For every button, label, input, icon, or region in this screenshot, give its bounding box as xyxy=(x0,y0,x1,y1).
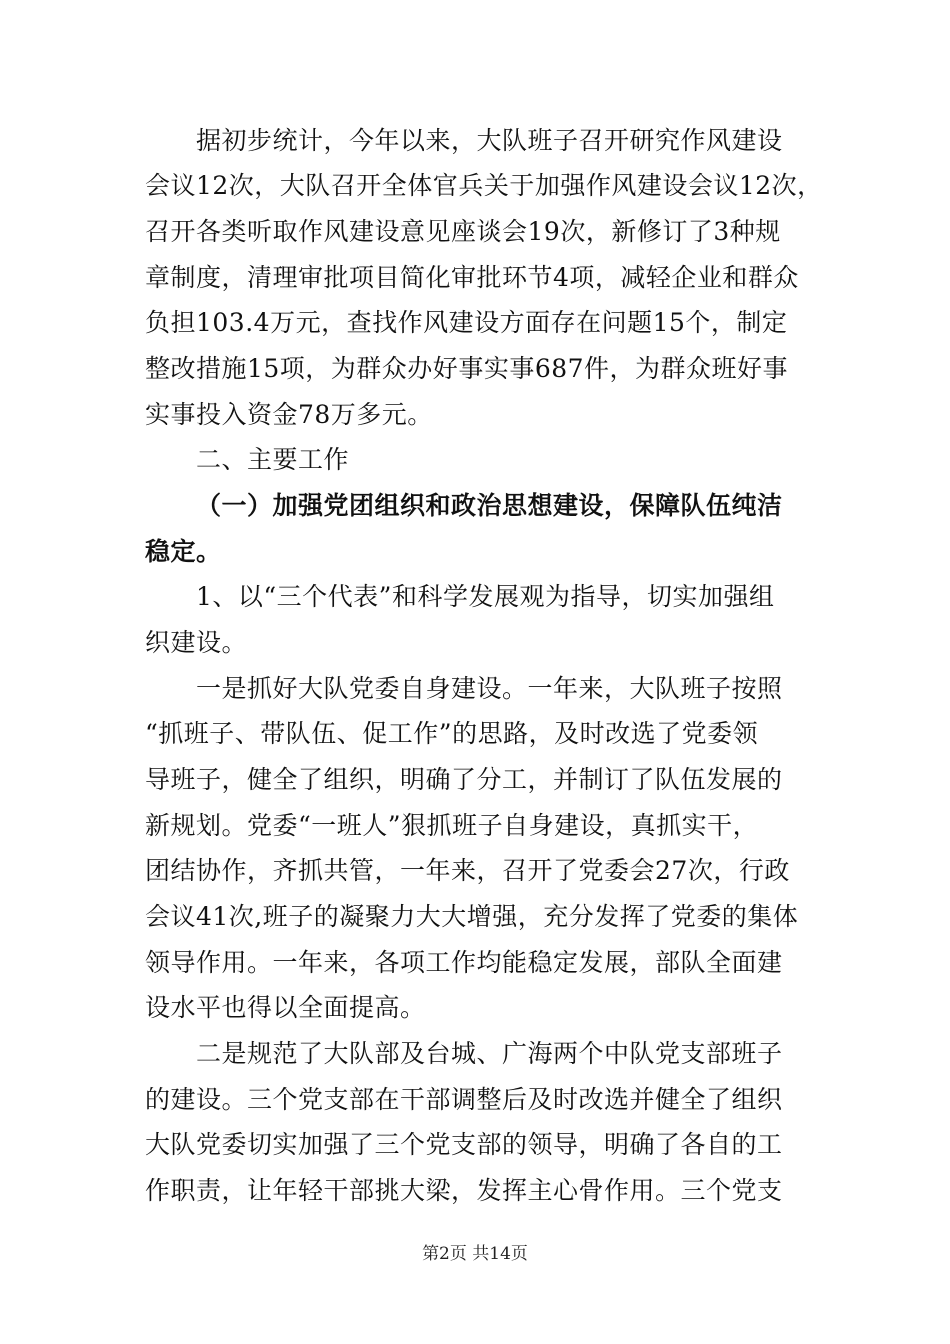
text-line: 一是抓好大队党委自身建设。一年来，大队班子按照 xyxy=(196,674,783,703)
text-line: 新规划。党委“一班人”狠抓班子自身建设，真抓实干， xyxy=(145,811,759,840)
text-line: 整改措施15项，为群众办好事实事687件，为群众班好事 xyxy=(145,354,789,383)
text-line: 会议41次,班子的凝聚力大大增强，充分发挥了党委的集体 xyxy=(145,902,799,931)
text-line: 的建设。三个党支部在干部调整后及时改选并健全了组织 xyxy=(145,1085,783,1114)
text-line: 据初步统计，今年以来，大队班子召开研究作风建设 xyxy=(196,126,783,155)
section-heading: 二、主要工作 xyxy=(196,445,350,474)
text-line: 1、以“三个代表”和科学发展观为指导，切实加强组 xyxy=(196,582,775,611)
subsection-heading: 稳定。 xyxy=(145,537,222,566)
text-line: 织建设。 xyxy=(145,628,248,657)
text-line: 领导作用。一年来，各项工作均能稳定发展，部队全面建 xyxy=(145,948,783,977)
text-line: 导班子，健全了组织，明确了分工，并制订了队伍发展的 xyxy=(145,765,783,794)
text-line: 负担103.4万元，查找作风建设方面存在问题15个，制定 xyxy=(145,308,788,337)
text-line: 实事投入资金78万多元。 xyxy=(145,400,433,429)
text-line: 召开各类听取作风建设意见座谈会19次，新修订了3种规 xyxy=(145,217,781,246)
text-line: 作职责，让年轻干部挑大梁，发挥主心骨作用。三个党支 xyxy=(145,1176,783,1205)
page-footer: 第2页 共14页 xyxy=(422,1244,528,1264)
text-line: 团结协作，齐抓共管，一年来，召开了党委会27次，行政 xyxy=(145,856,790,885)
text-line: 会议12次，大队召开全体官兵关于加强作风建设会议12次， xyxy=(145,171,823,200)
text-line: 设水平也得以全面提高。 xyxy=(145,993,426,1022)
text-line: 二是规范了大队部及台城、广海两个中队党支部班子 xyxy=(196,1039,783,1068)
text-line: 大队党委切实加强了三个党支部的领导，明确了各自的工 xyxy=(145,1130,783,1159)
text-line: 章制度，清理审批项目简化审批环节4项，减轻企业和群众 xyxy=(145,263,799,292)
text-line: “抓班子、带队伍、促工作”的思路，及时改选了党委领 xyxy=(145,719,759,748)
subsection-heading: （一）加强党团组织和政治思想建设，保障队伍纯洁 xyxy=(196,491,783,520)
